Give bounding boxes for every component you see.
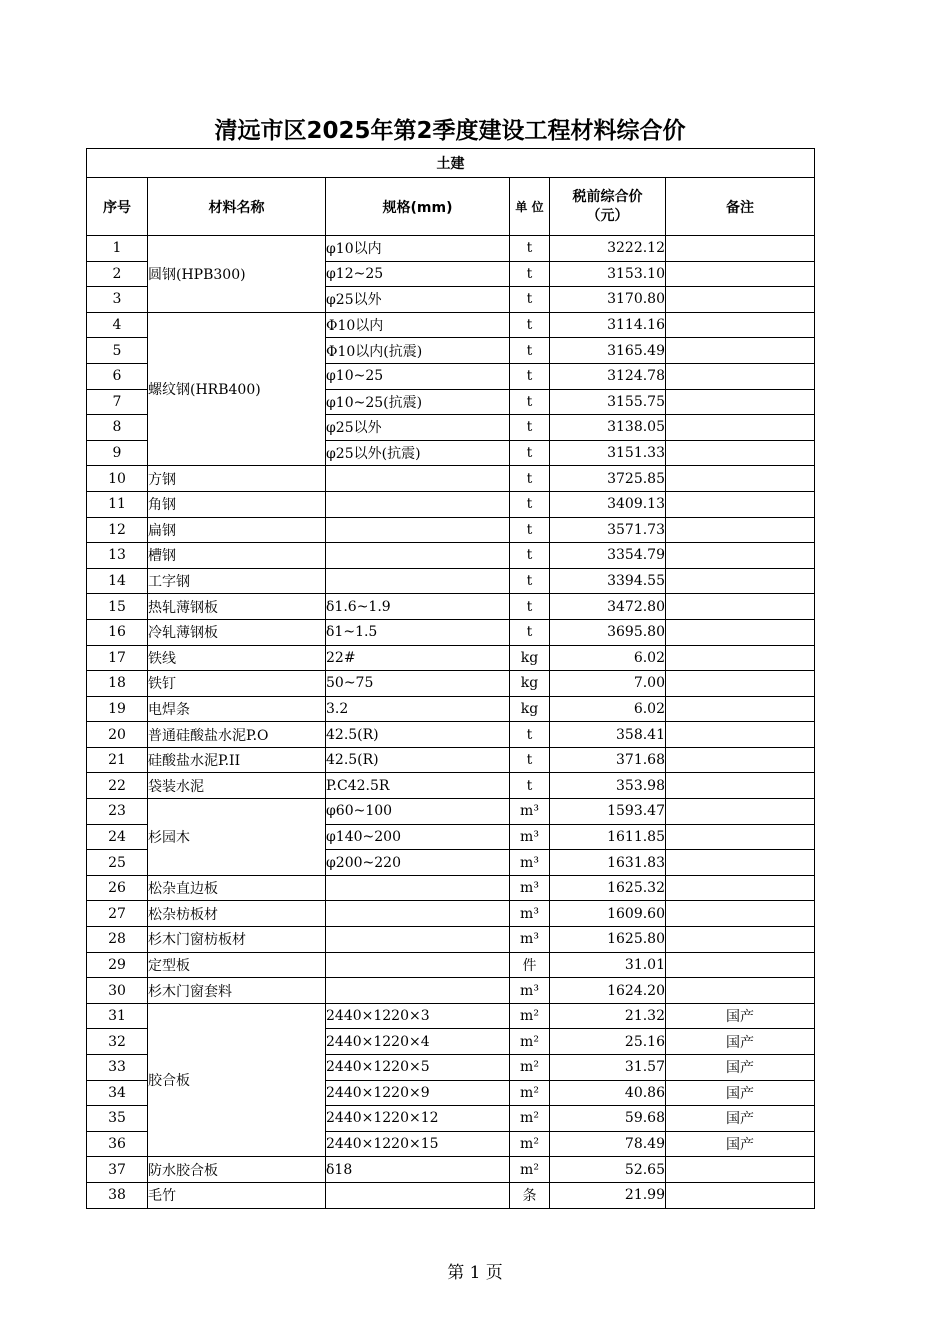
cell-material-name: 螺纹钢(HRB400) bbox=[148, 312, 326, 466]
cell-material-name: 槽钢 bbox=[148, 543, 326, 569]
header-name: 材料名称 bbox=[148, 178, 326, 236]
cell-seq: 38 bbox=[87, 1182, 148, 1208]
cell-spec: Φ10以内 bbox=[326, 312, 510, 338]
cell-seq: 14 bbox=[87, 568, 148, 594]
cell-material-name: 扁钢 bbox=[148, 517, 326, 543]
cell-unit: m² bbox=[510, 1106, 550, 1132]
cell-price: 40.86 bbox=[550, 1080, 666, 1106]
cell-spec: 42.5(R) bbox=[326, 747, 510, 773]
table-row bbox=[87, 619, 815, 645]
cell-price: 3165.49 bbox=[550, 338, 666, 364]
cell-spec: 2440×1220×9 bbox=[326, 1080, 510, 1106]
cell-price: 59.68 bbox=[550, 1106, 666, 1132]
cell-price: 3114.16 bbox=[550, 312, 666, 338]
cell-spec bbox=[326, 543, 510, 569]
cell-price: 3170.80 bbox=[550, 287, 666, 313]
cell-unit: t bbox=[510, 440, 550, 466]
cell-price: 52.65 bbox=[550, 1157, 666, 1183]
cell-remark: 国产 bbox=[666, 1080, 815, 1106]
cell-spec: 2440×1220×12 bbox=[326, 1106, 510, 1132]
cell-unit: m³ bbox=[510, 850, 550, 876]
cell-spec: Φ10以内(抗震) bbox=[326, 338, 510, 364]
table-row bbox=[87, 927, 815, 953]
cell-remark bbox=[666, 363, 815, 389]
cell-remark bbox=[666, 696, 815, 722]
cell-unit: t bbox=[510, 722, 550, 748]
cell-seq: 30 bbox=[87, 978, 148, 1004]
cell-spec: 22# bbox=[326, 645, 510, 671]
table-row bbox=[87, 594, 815, 620]
cell-price: 3155.75 bbox=[550, 389, 666, 415]
cell-spec: 3.2 bbox=[326, 696, 510, 722]
cell-seq: 13 bbox=[87, 543, 148, 569]
cell-remark bbox=[666, 824, 815, 850]
cell-price: 3138.05 bbox=[550, 415, 666, 441]
cell-price: 3409.13 bbox=[550, 491, 666, 517]
cell-seq: 20 bbox=[87, 722, 148, 748]
cell-material-name: 杉园木 bbox=[148, 799, 326, 876]
cell-unit: t bbox=[510, 619, 550, 645]
cell-price: 1625.80 bbox=[550, 927, 666, 953]
cell-seq: 22 bbox=[87, 773, 148, 799]
cell-material-name: 圆钢(HPB300) bbox=[148, 236, 326, 313]
cell-seq: 16 bbox=[87, 619, 148, 645]
cell-remark: 国产 bbox=[666, 1029, 815, 1055]
cell-remark bbox=[666, 619, 815, 645]
cell-material-name: 冷轧薄钢板 bbox=[148, 619, 326, 645]
cell-seq: 35 bbox=[87, 1106, 148, 1132]
cell-spec bbox=[326, 466, 510, 492]
cell-price: 1631.83 bbox=[550, 850, 666, 876]
cell-unit: 条 bbox=[510, 1182, 550, 1208]
cell-seq: 27 bbox=[87, 901, 148, 927]
cell-material-name: 角钢 bbox=[148, 491, 326, 517]
header-remark: 备注 bbox=[666, 178, 815, 236]
cell-unit: m³ bbox=[510, 901, 550, 927]
cell-unit: t bbox=[510, 491, 550, 517]
cell-unit: t bbox=[510, 747, 550, 773]
cell-material-name: 热轧薄钢板 bbox=[148, 594, 326, 620]
cell-seq: 21 bbox=[87, 747, 148, 773]
cell-unit: m³ bbox=[510, 875, 550, 901]
cell-seq: 28 bbox=[87, 927, 148, 953]
cell-spec: φ10以内 bbox=[326, 236, 510, 262]
cell-seq: 15 bbox=[87, 594, 148, 620]
cell-price: 21.99 bbox=[550, 1182, 666, 1208]
cell-material-name: 杉木门窗枋板材 bbox=[148, 927, 326, 953]
cell-seq: 29 bbox=[87, 952, 148, 978]
cell-seq: 18 bbox=[87, 671, 148, 697]
cell-unit: t bbox=[510, 568, 550, 594]
cell-seq: 24 bbox=[87, 824, 148, 850]
cell-spec: 42.5(R) bbox=[326, 722, 510, 748]
header-spec: 规格(mm) bbox=[326, 178, 510, 236]
cell-remark bbox=[666, 312, 815, 338]
cell-remark bbox=[666, 747, 815, 773]
cell-spec: P.C42.5R bbox=[326, 773, 510, 799]
table-row bbox=[87, 491, 815, 517]
cell-price: 3151.33 bbox=[550, 440, 666, 466]
section-row bbox=[87, 149, 815, 178]
cell-price: 1609.60 bbox=[550, 901, 666, 927]
cell-remark bbox=[666, 645, 815, 671]
cell-spec: φ12~25 bbox=[326, 261, 510, 287]
cell-spec: δ18 bbox=[326, 1157, 510, 1183]
cell-unit: m² bbox=[510, 1003, 550, 1029]
table-row bbox=[87, 645, 815, 671]
cell-spec: δ1~1.5 bbox=[326, 619, 510, 645]
cell-material-name: 胶合板 bbox=[148, 1003, 326, 1157]
cell-unit: m³ bbox=[510, 799, 550, 825]
cell-spec: φ10~25(抗震) bbox=[326, 389, 510, 415]
table-body bbox=[87, 236, 815, 1209]
cell-remark bbox=[666, 338, 815, 364]
cell-remark: 国产 bbox=[666, 1003, 815, 1029]
cell-price: 358.41 bbox=[550, 722, 666, 748]
cell-remark bbox=[666, 722, 815, 748]
cell-remark bbox=[666, 594, 815, 620]
cell-spec bbox=[326, 901, 510, 927]
cell-remark bbox=[666, 236, 815, 262]
table-row bbox=[87, 568, 815, 594]
cell-remark: 国产 bbox=[666, 1055, 815, 1081]
cell-spec bbox=[326, 927, 510, 953]
cell-price: 1625.32 bbox=[550, 875, 666, 901]
cell-spec: 2440×1220×15 bbox=[326, 1131, 510, 1157]
cell-remark bbox=[666, 287, 815, 313]
cell-material-name: 方钢 bbox=[148, 466, 326, 492]
cell-seq: 10 bbox=[87, 466, 148, 492]
cell-spec: 2440×1220×3 bbox=[326, 1003, 510, 1029]
cell-price: 31.57 bbox=[550, 1055, 666, 1081]
table-row bbox=[87, 312, 815, 338]
cell-spec: φ200~220 bbox=[326, 850, 510, 876]
cell-seq: 2 bbox=[87, 261, 148, 287]
cell-seq: 23 bbox=[87, 799, 148, 825]
cell-remark bbox=[666, 261, 815, 287]
cell-seq: 4 bbox=[87, 312, 148, 338]
cell-unit: t bbox=[510, 363, 550, 389]
cell-seq: 8 bbox=[87, 415, 148, 441]
cell-remark bbox=[666, 517, 815, 543]
cell-price: 6.02 bbox=[550, 645, 666, 671]
cell-seq: 17 bbox=[87, 645, 148, 671]
table-row bbox=[87, 466, 815, 492]
cell-seq: 25 bbox=[87, 850, 148, 876]
cell-unit: t bbox=[510, 287, 550, 313]
cell-material-name: 铁线 bbox=[148, 645, 326, 671]
page-number: 第 1 页 bbox=[447, 1263, 503, 1283]
cell-remark bbox=[666, 1182, 815, 1208]
cell-material-name: 定型板 bbox=[148, 952, 326, 978]
cell-unit: t bbox=[510, 466, 550, 492]
cell-seq: 32 bbox=[87, 1029, 148, 1055]
cell-unit: t bbox=[510, 389, 550, 415]
header-price-line2: （元） bbox=[586, 207, 629, 224]
cell-material-name: 硅酸盐水泥P.II bbox=[148, 747, 326, 773]
cell-spec: 2440×1220×5 bbox=[326, 1055, 510, 1081]
cell-price: 3472.80 bbox=[550, 594, 666, 620]
table-row bbox=[87, 1182, 815, 1208]
cell-remark bbox=[666, 568, 815, 594]
cell-unit: t bbox=[510, 773, 550, 799]
cell-price: 3394.55 bbox=[550, 568, 666, 594]
cell-remark bbox=[666, 875, 815, 901]
table-row bbox=[87, 671, 815, 697]
cell-seq: 36 bbox=[87, 1131, 148, 1157]
cell-material-name: 杉木门窗套料 bbox=[148, 978, 326, 1004]
cell-seq: 31 bbox=[87, 1003, 148, 1029]
cell-unit: kg bbox=[510, 696, 550, 722]
cell-seq: 9 bbox=[87, 440, 148, 466]
cell-remark: 国产 bbox=[666, 1106, 815, 1132]
cell-spec bbox=[326, 517, 510, 543]
cell-unit: kg bbox=[510, 645, 550, 671]
cell-unit: kg bbox=[510, 671, 550, 697]
section-title: 土建 bbox=[87, 149, 815, 178]
cell-price: 3354.79 bbox=[550, 543, 666, 569]
table-row bbox=[87, 543, 815, 569]
cell-price: 353.98 bbox=[550, 773, 666, 799]
cell-unit: t bbox=[510, 415, 550, 441]
cell-seq: 26 bbox=[87, 875, 148, 901]
cell-price: 3124.78 bbox=[550, 363, 666, 389]
cell-remark bbox=[666, 799, 815, 825]
cell-price: 3153.10 bbox=[550, 261, 666, 287]
cell-seq: 33 bbox=[87, 1055, 148, 1081]
cell-remark bbox=[666, 491, 815, 517]
cell-seq: 1 bbox=[87, 236, 148, 262]
cell-price: 1593.47 bbox=[550, 799, 666, 825]
cell-unit: m² bbox=[510, 1080, 550, 1106]
cell-remark bbox=[666, 466, 815, 492]
cell-spec: 50~75 bbox=[326, 671, 510, 697]
cell-spec: φ25以外 bbox=[326, 287, 510, 313]
cell-unit: m² bbox=[510, 1131, 550, 1157]
table-row bbox=[87, 747, 815, 773]
cell-remark bbox=[666, 952, 815, 978]
cell-seq: 7 bbox=[87, 389, 148, 415]
cell-remark bbox=[666, 415, 815, 441]
header-price bbox=[550, 178, 666, 236]
cell-unit: t bbox=[510, 543, 550, 569]
cell-remark bbox=[666, 978, 815, 1004]
cell-spec: δ1.6~1.9 bbox=[326, 594, 510, 620]
cell-unit: t bbox=[510, 236, 550, 262]
table-row bbox=[87, 773, 815, 799]
cell-spec: φ25以外 bbox=[326, 415, 510, 441]
cell-unit: 件 bbox=[510, 952, 550, 978]
cell-remark bbox=[666, 901, 815, 927]
cell-unit: m² bbox=[510, 1055, 550, 1081]
cell-spec bbox=[326, 491, 510, 517]
cell-seq: 11 bbox=[87, 491, 148, 517]
cell-material-name: 袋装水泥 bbox=[148, 773, 326, 799]
table-row bbox=[87, 901, 815, 927]
cell-seq: 6 bbox=[87, 363, 148, 389]
cell-unit: t bbox=[510, 261, 550, 287]
cell-unit: t bbox=[510, 312, 550, 338]
cell-material-name: 铁钉 bbox=[148, 671, 326, 697]
cell-price: 371.68 bbox=[550, 747, 666, 773]
table-row bbox=[87, 1003, 815, 1029]
cell-price: 21.32 bbox=[550, 1003, 666, 1029]
table-row bbox=[87, 517, 815, 543]
cell-spec: 2440×1220×4 bbox=[326, 1029, 510, 1055]
cell-remark bbox=[666, 543, 815, 569]
cell-spec bbox=[326, 1182, 510, 1208]
cell-material-name: 工字钢 bbox=[148, 568, 326, 594]
cell-seq: 3 bbox=[87, 287, 148, 313]
cell-remark bbox=[666, 850, 815, 876]
cell-material-name: 松杂枋板材 bbox=[148, 901, 326, 927]
cell-remark bbox=[666, 773, 815, 799]
header-price-line1: 税前综合价 bbox=[572, 188, 643, 205]
table-row bbox=[87, 875, 815, 901]
cell-price: 31.01 bbox=[550, 952, 666, 978]
table-row bbox=[87, 236, 815, 262]
cell-unit: m³ bbox=[510, 978, 550, 1004]
table-row bbox=[87, 799, 815, 825]
cell-price: 3222.12 bbox=[550, 236, 666, 262]
table-row bbox=[87, 722, 815, 748]
cell-spec bbox=[326, 978, 510, 1004]
cell-price: 7.00 bbox=[550, 671, 666, 697]
cell-spec: φ60~100 bbox=[326, 799, 510, 825]
cell-price: 25.16 bbox=[550, 1029, 666, 1055]
cell-seq: 34 bbox=[87, 1080, 148, 1106]
table-row bbox=[87, 1157, 815, 1183]
cell-seq: 5 bbox=[87, 338, 148, 364]
cell-material-name: 普通硅酸盐水泥P.O bbox=[148, 722, 326, 748]
cell-unit: m³ bbox=[510, 824, 550, 850]
page-title: 清远市区2025年第2季度建设工程材料综合价 bbox=[214, 118, 686, 144]
cell-unit: m² bbox=[510, 1029, 550, 1055]
cell-remark bbox=[666, 389, 815, 415]
header-row bbox=[87, 178, 815, 236]
cell-unit: t bbox=[510, 517, 550, 543]
cell-price: 3695.80 bbox=[550, 619, 666, 645]
cell-remark bbox=[666, 671, 815, 697]
header-seq: 序号 bbox=[87, 178, 148, 236]
cell-spec bbox=[326, 875, 510, 901]
cell-price: 78.49 bbox=[550, 1131, 666, 1157]
cell-price: 1624.20 bbox=[550, 978, 666, 1004]
cell-price: 6.02 bbox=[550, 696, 666, 722]
table-row bbox=[87, 952, 815, 978]
cell-price: 3725.85 bbox=[550, 466, 666, 492]
cell-unit: t bbox=[510, 338, 550, 364]
cell-unit: t bbox=[510, 594, 550, 620]
cell-price: 3571.73 bbox=[550, 517, 666, 543]
cell-price: 1611.85 bbox=[550, 824, 666, 850]
cell-remark bbox=[666, 1157, 815, 1183]
cell-material-name: 电焊条 bbox=[148, 696, 326, 722]
header-unit: 单 位 bbox=[510, 178, 550, 236]
cell-remark bbox=[666, 440, 815, 466]
cell-seq: 19 bbox=[87, 696, 148, 722]
cell-spec: φ10~25 bbox=[326, 363, 510, 389]
table-row bbox=[87, 978, 815, 1004]
cell-material-name: 毛竹 bbox=[148, 1182, 326, 1208]
cell-material-name: 松杂直边板 bbox=[148, 875, 326, 901]
cell-seq: 12 bbox=[87, 517, 148, 543]
cell-spec: φ140~200 bbox=[326, 824, 510, 850]
table-row bbox=[87, 696, 815, 722]
cell-material-name: 防水胶合板 bbox=[148, 1157, 326, 1183]
cell-spec bbox=[326, 568, 510, 594]
cell-remark: 国产 bbox=[666, 1131, 815, 1157]
cell-unit: m³ bbox=[510, 927, 550, 953]
cell-spec bbox=[326, 952, 510, 978]
cell-spec: φ25以外(抗震) bbox=[326, 440, 510, 466]
cell-unit: m² bbox=[510, 1157, 550, 1183]
materials-price-table bbox=[86, 148, 815, 1209]
cell-remark bbox=[666, 927, 815, 953]
cell-seq: 37 bbox=[87, 1157, 148, 1183]
